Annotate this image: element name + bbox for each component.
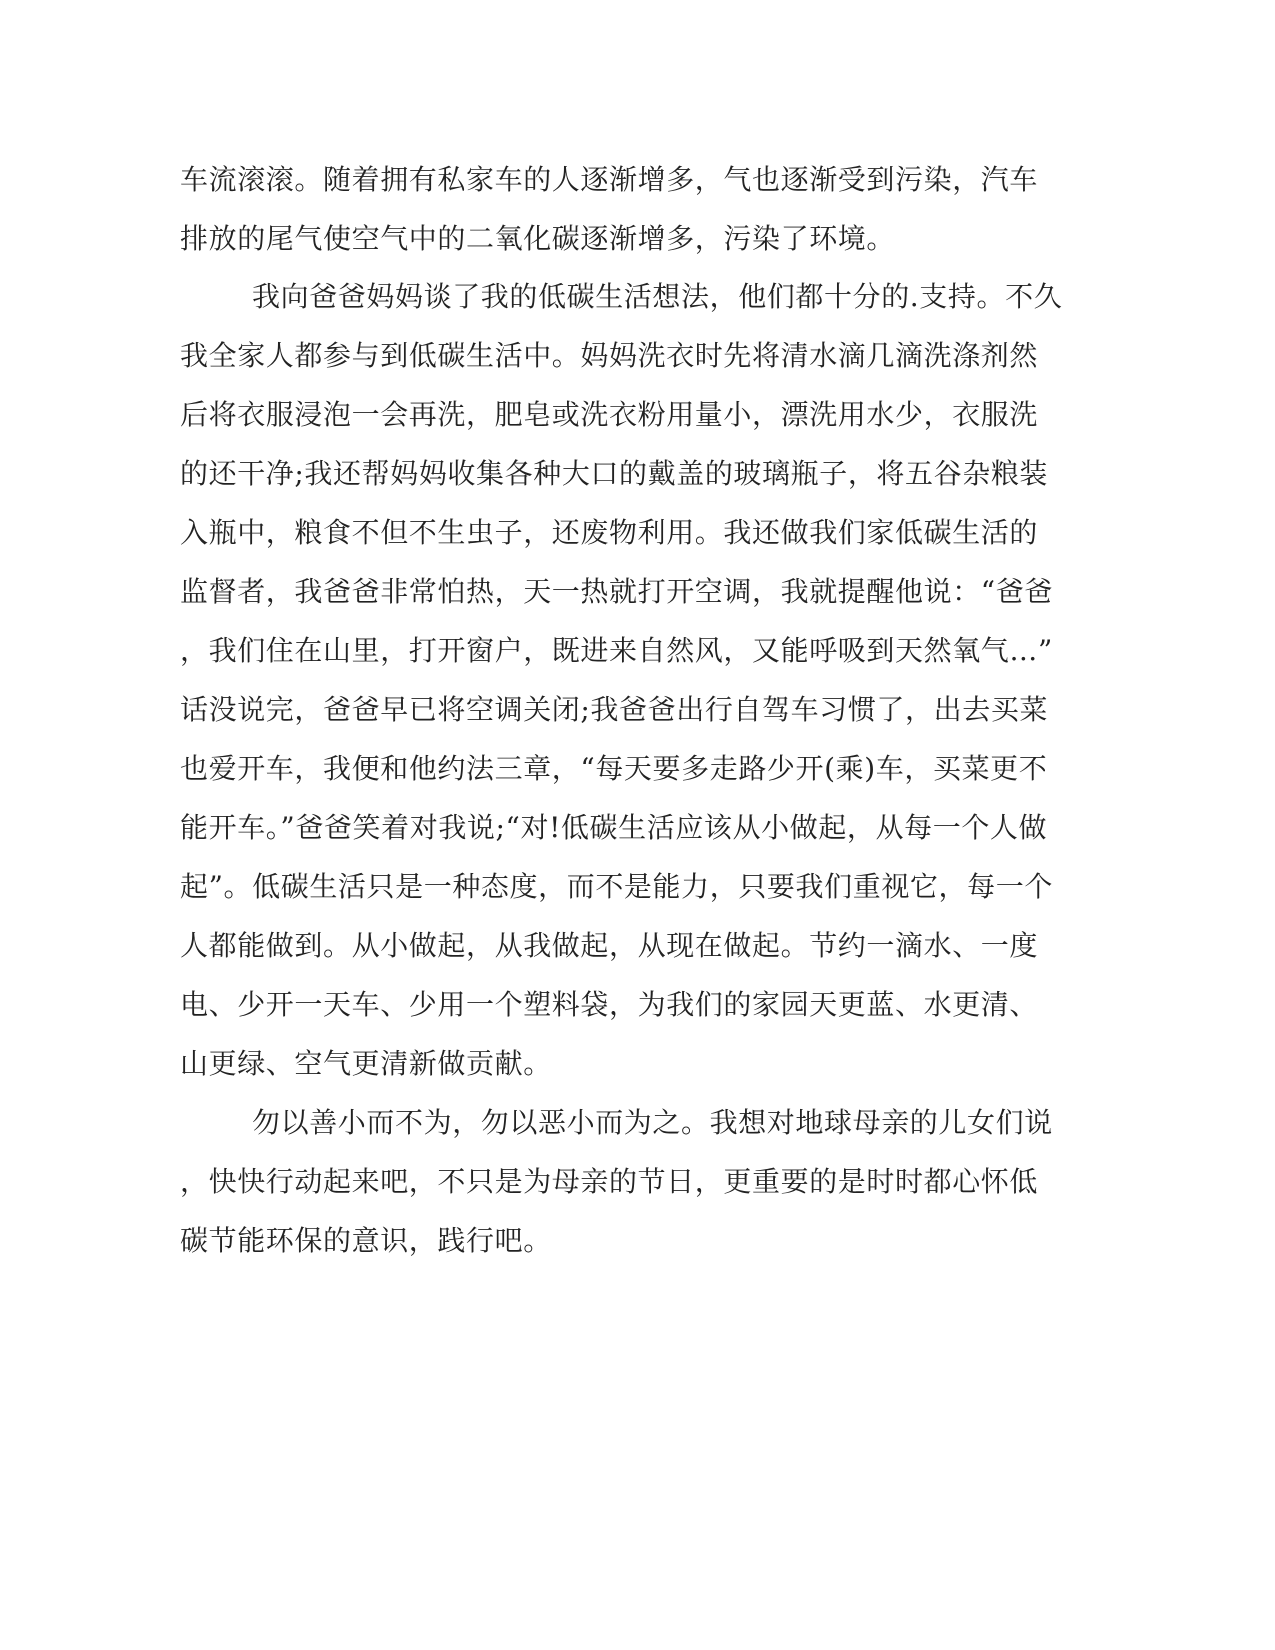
text-line: 起”。低碳生活只是一种态度，而不是能力，只要我们重视它，每一个 <box>180 870 1053 903</box>
text-line: ，我们住在山里，打开窗户，既进来自然风，又能呼吸到天然氧气…” <box>180 634 1053 667</box>
text-line: 碳节能环保的意识，践行吧。 <box>180 1224 552 1257</box>
text-line: 排放的尾气使空气中的二氧化碳逐渐增多，污染了环境。 <box>180 222 896 255</box>
text-line: 也爱开车，我便和他约法三章，“每天要多走路少开(乘)车，买菜更不 <box>180 752 1048 785</box>
text-line: 的还干净;我还帮妈妈收集各种大口的戴盖的玻璃瓶子，将五谷杂粮装 <box>180 457 1049 490</box>
text-line: 后将衣服浸泡一会再洗，肥皂或洗衣粉用量小，漂洗用水少，衣服洗 <box>180 398 1039 431</box>
text-line: 我向爸爸妈妈谈了我的低碳生活想法，他们都十分的.支持。不久 <box>252 280 1063 313</box>
text-line: 电、少开一天车、少用一个塑料袋，为我们的家园天更蓝、水更清、 <box>180 988 1039 1021</box>
text-line: 车流滚滚。随着拥有私家车的人逐渐增多，气也逐渐受到污染，汽车 <box>180 163 1039 196</box>
text-line: 我全家人都参与到低碳生活中。妈妈洗衣时先将清水滴几滴洗涤剂然 <box>180 339 1039 372</box>
text-line: 入瓶中，粮食不但不生虫子，还废物利用。我还做我们家低碳生活的 <box>180 516 1039 549</box>
text-line: ，快快行动起来吧，不只是为母亲的节日，更重要的是时时都心怀低 <box>180 1165 1039 1198</box>
text-line: 能开车。”爸爸笑着对我说;“对!低碳生活应该从小做起，从每一个人做 <box>180 811 1048 844</box>
text-line: 勿以善小而不为，勿以恶小而为之。我想对地球母亲的儿女们说 <box>252 1106 1053 1139</box>
text-line: 监督者，我爸爸非常怕热，天一热就打开空调，我就提醒他说：“爸爸 <box>180 575 1053 608</box>
text-line: 人都能做到。从小做起，从我做起，从现在做起。节约一滴水、一度 <box>180 929 1039 962</box>
text-line: 话没说完，爸爸早已将空调关闭;我爸爸出行自驾车习惯了，出去买菜 <box>180 693 1049 726</box>
text-line: 山更绿、空气更清新做贡献。 <box>180 1047 552 1080</box>
